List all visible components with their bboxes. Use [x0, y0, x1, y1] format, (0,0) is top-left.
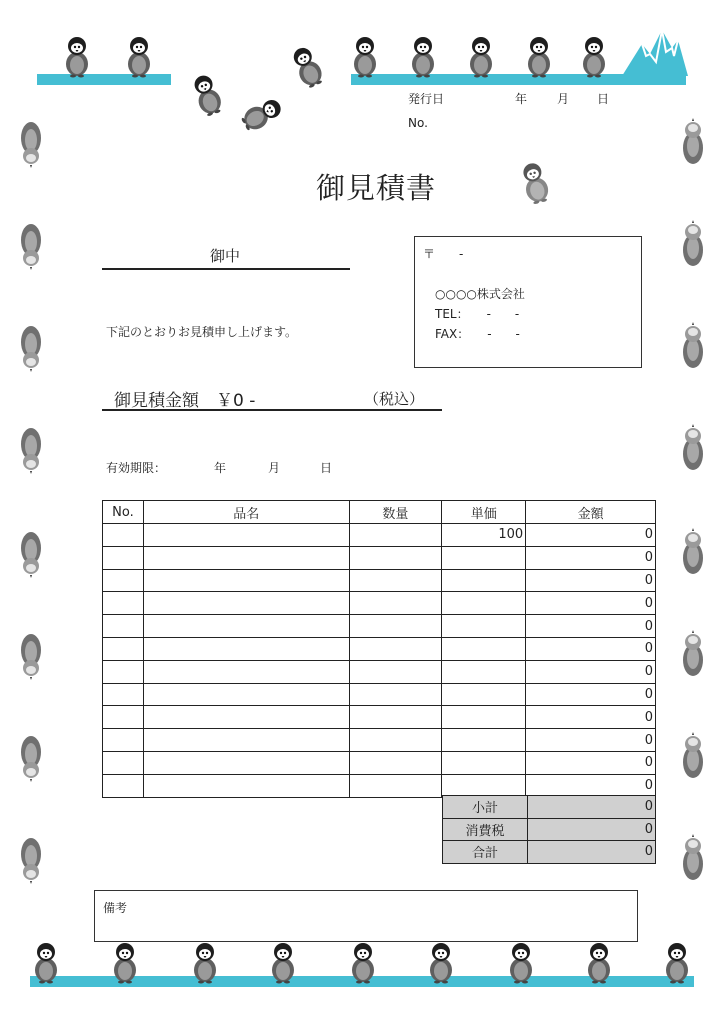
cell-qty[interactable] [349, 706, 442, 729]
cell-no[interactable] [103, 729, 144, 752]
cell-no[interactable] [103, 683, 144, 706]
cell-item[interactable] [143, 660, 349, 683]
cell-unit-price[interactable] [442, 660, 526, 683]
cell-qty[interactable] [349, 615, 442, 638]
cell-no[interactable] [103, 546, 144, 569]
subtotal-value: 0 [528, 796, 656, 819]
estimate-total-amount: ￥0 - [216, 391, 256, 411]
document-number-label: No. [408, 116, 428, 130]
column-header-unit-price: 単価 [442, 501, 526, 524]
intro-text: 下記のとおりお見積申し上げます。 [106, 325, 298, 339]
sender-company: ○○○○株式会社 [435, 287, 525, 301]
subtotal-row [443, 796, 656, 819]
penguin-icon [16, 528, 46, 578]
cell-unit-price[interactable] [442, 683, 526, 706]
cell-qty[interactable] [349, 592, 442, 615]
cell-item[interactable] [143, 637, 349, 660]
cell-amount[interactable]: 0 [526, 546, 656, 569]
cell-amount[interactable]: 0 [526, 569, 656, 592]
mountain-icon [622, 26, 688, 76]
penguin-icon [464, 34, 498, 78]
cell-unit-price[interactable] [442, 751, 526, 774]
table-row [103, 637, 656, 660]
page-title: 御見積書 [316, 171, 437, 205]
penguin-icon [16, 732, 46, 782]
cell-unit-price[interactable] [442, 637, 526, 660]
cell-no[interactable] [103, 569, 144, 592]
table-header-row [103, 501, 656, 524]
cell-amount[interactable]: 0 [526, 615, 656, 638]
penguin-icon [122, 34, 156, 78]
penguin-icon [16, 118, 46, 168]
penguin-icon [522, 34, 556, 78]
totals-table [442, 795, 656, 864]
tax-label: 消費税 [443, 818, 528, 841]
table-row [103, 774, 656, 797]
total-row [443, 841, 656, 864]
validity-label: 有効期限： [106, 461, 167, 475]
table-row [103, 546, 656, 569]
estimate-total-underline [102, 409, 442, 411]
cell-no[interactable] [103, 660, 144, 683]
items-table [102, 500, 656, 798]
total-label: 合計 [443, 841, 528, 864]
table-row [103, 569, 656, 592]
validity-day-label: 日 [320, 461, 333, 475]
penguin-icon [424, 940, 458, 984]
cell-amount[interactable]: 0 [526, 729, 656, 752]
cell-qty[interactable] [349, 774, 442, 797]
cell-unit-price[interactable] [442, 706, 526, 729]
cell-amount[interactable]: 0 [526, 751, 656, 774]
penguin-icon [678, 118, 708, 168]
penguin-icon [678, 732, 708, 782]
cell-amount[interactable]: 0 [526, 524, 656, 547]
penguin-icon [29, 940, 63, 984]
column-header-amount: 金額 [526, 501, 656, 524]
issue-year-label: 年 [515, 92, 528, 106]
recipient-suffix: 御中 [210, 247, 241, 265]
cell-qty[interactable] [349, 683, 442, 706]
penguin-icon [16, 630, 46, 680]
cell-item[interactable] [143, 683, 349, 706]
penguin-icon [577, 34, 611, 78]
penguin-icon [266, 940, 300, 984]
remarks-label: 備考 [103, 901, 128, 915]
penguin-icon [513, 156, 557, 207]
cell-qty[interactable] [349, 546, 442, 569]
penguin-icon [16, 424, 46, 474]
penguin-icon [406, 34, 440, 78]
column-header-qty: 数量 [349, 501, 442, 524]
penguin-icon [678, 528, 708, 578]
penguin-icon [348, 34, 382, 78]
validity-year-label: 年 [214, 461, 227, 475]
cell-amount[interactable]: 0 [526, 683, 656, 706]
table-row [103, 524, 656, 547]
table-row [103, 751, 656, 774]
penguin-icon [582, 940, 616, 984]
estimate-total-label: 御見積金額 [114, 391, 199, 411]
issue-date-label: 発行日 [408, 92, 445, 106]
subtotal-label: 小計 [443, 796, 528, 819]
tax-row [443, 818, 656, 841]
penguin-icon [678, 630, 708, 680]
cell-item[interactable] [143, 546, 349, 569]
cell-amount[interactable]: 0 [526, 660, 656, 683]
penguin-icon [184, 68, 231, 121]
cell-no[interactable] [103, 706, 144, 729]
penguin-icon [678, 424, 708, 474]
cell-amount[interactable]: 0 [526, 774, 656, 797]
penguin-icon [60, 34, 94, 78]
cell-item[interactable] [143, 524, 349, 547]
penguin-icon [504, 940, 538, 984]
cell-no[interactable] [103, 751, 144, 774]
table-row [103, 592, 656, 615]
penguin-icon [16, 322, 46, 372]
cell-no[interactable] [103, 524, 144, 547]
cell-no[interactable] [103, 592, 144, 615]
cell-no[interactable] [103, 774, 144, 797]
sender-box [414, 236, 642, 368]
table-row [103, 729, 656, 752]
remarks-box[interactable] [94, 890, 638, 942]
cell-amount[interactable]: 0 [526, 706, 656, 729]
cell-unit-price[interactable] [442, 592, 526, 615]
tax-value: 0 [528, 818, 656, 841]
cell-item[interactable] [143, 774, 349, 797]
column-header-no: No. [103, 501, 144, 524]
penguin-icon [16, 834, 46, 884]
penguin-icon [188, 940, 222, 984]
cell-unit-price[interactable] [442, 569, 526, 592]
validity-month-label: 月 [268, 461, 281, 475]
cell-unit-price[interactable] [442, 615, 526, 638]
total-value: 0 [528, 841, 656, 864]
penguin-icon [346, 940, 380, 984]
penguin-icon [108, 940, 142, 984]
penguin-icon [678, 220, 708, 270]
cell-qty[interactable] [349, 637, 442, 660]
penguin-icon [282, 39, 331, 93]
cell-unit-price[interactable] [442, 774, 526, 797]
penguin-icon [678, 322, 708, 372]
cell-unit-price[interactable] [442, 546, 526, 569]
issue-month-label: 月 [557, 92, 570, 106]
sender-tel: TEL： - - [435, 307, 520, 321]
cell-item[interactable] [143, 751, 349, 774]
cell-item[interactable] [143, 706, 349, 729]
cell-item[interactable] [143, 729, 349, 752]
cell-unit-price[interactable]: 100 [442, 524, 526, 547]
penguin-icon [678, 834, 708, 884]
table-row [103, 615, 656, 638]
cell-qty[interactable] [349, 729, 442, 752]
estimate-tax-note: （税込） [364, 390, 425, 408]
penguin-icon [16, 220, 46, 270]
cell-no[interactable] [103, 637, 144, 660]
cell-amount[interactable]: 0 [526, 592, 656, 615]
column-header-item: 品名 [143, 501, 349, 524]
sender-fax: FAX： - - [435, 327, 520, 341]
cell-amount[interactable]: 0 [526, 637, 656, 660]
sender-postal: 〒 - [423, 247, 464, 261]
cell-qty[interactable] [349, 751, 442, 774]
table-row [103, 706, 656, 729]
recipient-underline [102, 268, 350, 270]
cell-unit-price[interactable] [442, 729, 526, 752]
penguin-icon [235, 88, 290, 139]
table-row [103, 683, 656, 706]
cell-item[interactable] [143, 592, 349, 615]
cell-item[interactable] [143, 569, 349, 592]
cell-qty[interactable] [349, 524, 442, 547]
issue-day-label: 日 [597, 92, 610, 106]
cell-qty[interactable] [349, 569, 442, 592]
cell-no[interactable] [103, 615, 144, 638]
penguin-icon [660, 940, 694, 984]
cell-item[interactable] [143, 615, 349, 638]
table-row [103, 660, 656, 683]
cell-qty[interactable] [349, 660, 442, 683]
